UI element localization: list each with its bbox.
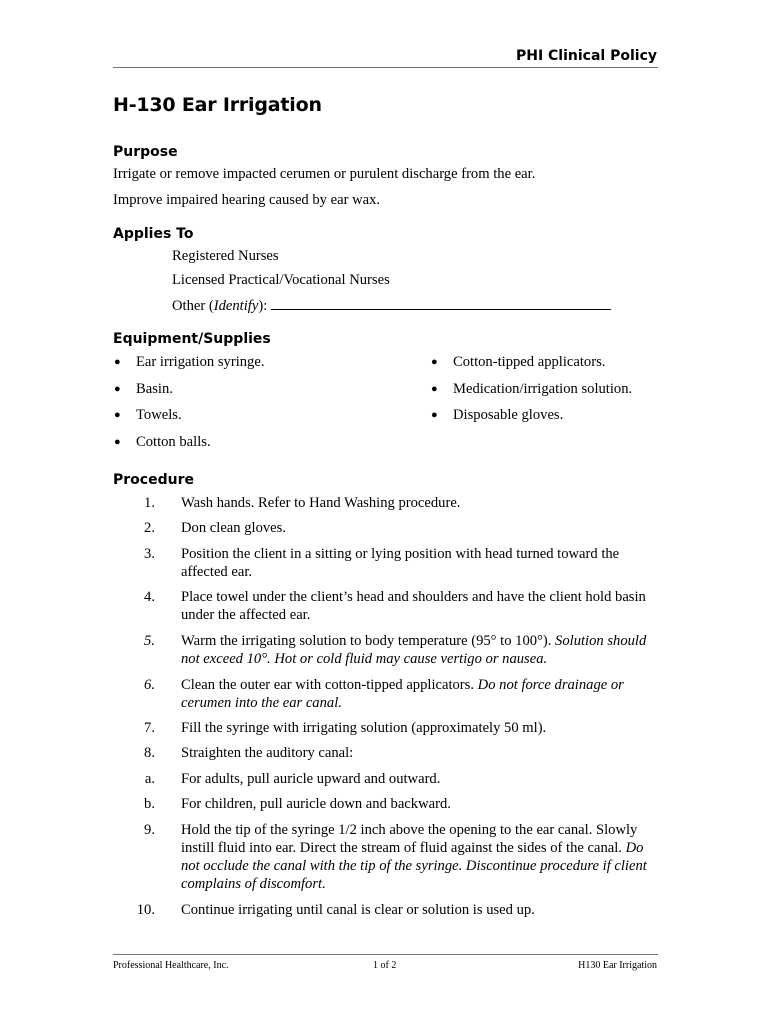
- purpose-line: Irrigate or remove impacted cerumen or purulent discharge from the ear.: [113, 166, 536, 182]
- purpose-line: Improve impaired hearing caused by ear wax.: [113, 192, 381, 208]
- step-text: Hold the tip of the syringe 1/2 inch above the opening to the ear canal. Slowly instill fluid into ear. Direct the stream of fluid against the sides of the canal.: [181, 822, 638, 856]
- footer-page-number: 1 of 2: [373, 960, 397, 971]
- footer-company: Professional Healthcare, Inc.: [113, 960, 229, 971]
- step-text: Position the client in a sitting or lying position with head turned toward the affected ear.: [181, 546, 620, 580]
- step-note: Solution should not exceed 10°. Hot or cold fluid may cause vertigo or nausea.: [181, 633, 647, 667]
- equipment-item: ● Ear irrigation syringe.: [114, 354, 265, 370]
- step-text: Clean the outer ear with cotton-tipped applicators.: [181, 677, 478, 693]
- purpose-heading: Purpose: [113, 144, 178, 160]
- step-number: 6.: [144, 677, 155, 693]
- step-number: 5.: [144, 633, 155, 649]
- bullet-icon: ●: [114, 356, 121, 368]
- procedure-heading: Procedure: [113, 472, 194, 488]
- applies-to-other: [172, 295, 611, 315]
- bullet-icon: ●: [431, 383, 438, 395]
- other-blank-line: [271, 295, 611, 310]
- step-number: 1.: [144, 495, 155, 511]
- step-number: 4.: [144, 589, 155, 605]
- step-text: Place towel under the client’s head and shoulders and have the client hold basin under the affected ear.: [181, 589, 646, 623]
- equipment-item: ● Medication/irrigation solution.: [431, 381, 633, 397]
- other-suffix: ):: [258, 298, 268, 314]
- header-label: PHI Clinical Policy: [515, 48, 657, 64]
- step-note: Do not occlude the canal with the tip of the syringe. Discontinue procedure if client complains of discomfort.: [181, 840, 647, 892]
- step-text: Wash hands. Refer to Hand Washing procedure.: [181, 495, 461, 511]
- step-number: 2.: [144, 520, 155, 536]
- footer-divider: [113, 954, 658, 955]
- header-divider: [113, 67, 658, 68]
- step-text: For adults, pull auricle upward and outward.: [181, 771, 441, 787]
- applies-to-item: Registered Nurses: [172, 248, 279, 264]
- step-note: Do not force drainage or cerumen into the ear canal.: [181, 677, 624, 711]
- equipment-item: ● Cotton balls.: [114, 434, 211, 450]
- step-number: 9.: [144, 822, 155, 838]
- step-number: 8.: [144, 745, 155, 761]
- bullet-icon: ●: [431, 409, 438, 421]
- equipment-heading: Equipment/Supplies: [113, 331, 271, 347]
- other-prefix: Other (: [172, 298, 214, 314]
- applies-to-item: Licensed Practical/Vocational Nurses: [172, 272, 390, 288]
- page-title: H-130 Ear Irrigation: [113, 94, 322, 116]
- applies-to-heading: Applies To: [113, 226, 194, 242]
- step-text: Fill the syringe with irrigating solution (approximately 50 ml).: [181, 720, 547, 736]
- step-number: 7.: [144, 720, 155, 736]
- equipment-item: ● Towels.: [114, 407, 182, 423]
- step-number: 3.: [144, 546, 155, 562]
- bullet-icon: ●: [114, 409, 121, 421]
- equipment-item: ● Basin.: [114, 381, 173, 397]
- step-number: 10.: [136, 902, 155, 918]
- equipment-item: ● Disposable gloves.: [431, 407, 564, 423]
- bullet-icon: ●: [114, 383, 121, 395]
- other-identify: Identify: [213, 298, 259, 314]
- step-text: Continue irrigating until canal is clear or solution is used up.: [181, 902, 535, 918]
- step-letter: a.: [144, 771, 155, 787]
- bullet-icon: ●: [114, 436, 121, 448]
- step-text: Don clean gloves.: [181, 520, 286, 536]
- step-text: Straighten the auditory canal:: [181, 745, 354, 761]
- equipment-item: ● Cotton-tipped applicators.: [431, 354, 606, 370]
- step-text: For children, pull auricle down and backward.: [181, 796, 451, 812]
- step-text: Warm the irrigating solution to body temperature (95° to 100°).: [181, 633, 556, 649]
- footer-doc-id: H130 Ear Irrigation: [578, 960, 657, 971]
- step-letter: b.: [144, 796, 155, 812]
- bullet-icon: ●: [431, 356, 438, 368]
